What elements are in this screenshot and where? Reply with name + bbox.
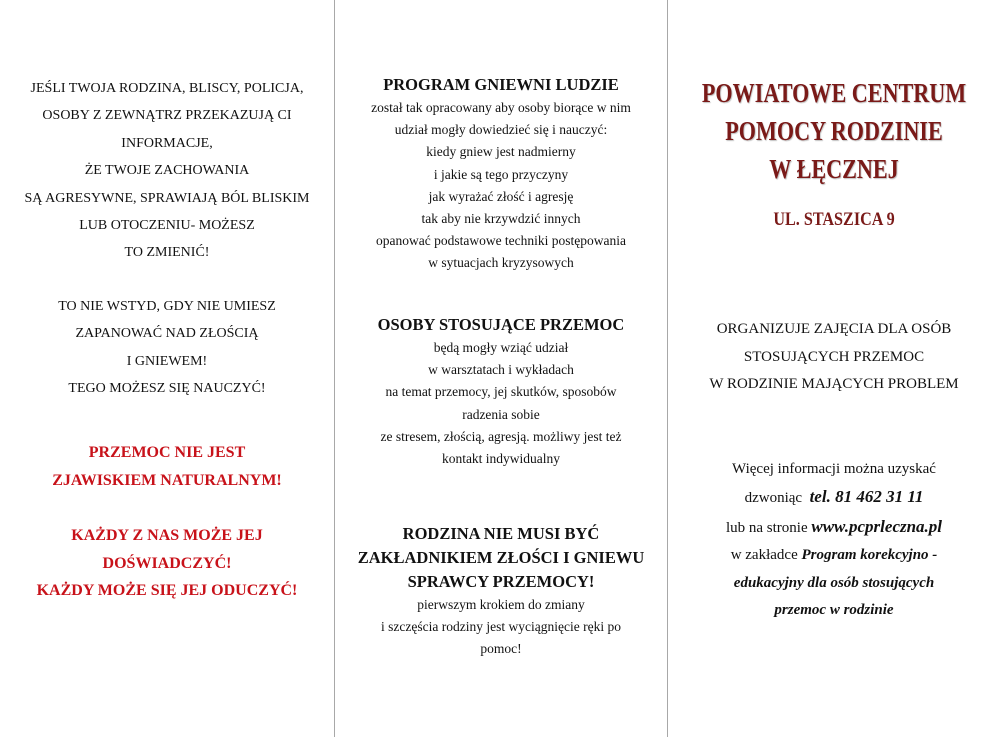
address-line: UL. STASZICA 9 xyxy=(773,209,895,230)
intro-line: SĄ AGRESYWNE, SPRAWIAJĄ BÓL BLISKIM xyxy=(24,190,310,206)
organizes-line: STOSUJĄCYCH PRZEMOC xyxy=(743,348,925,365)
address xyxy=(668,209,1000,231)
section-line: udział mogły dowiedzieć się i nauczyć: xyxy=(394,122,608,138)
section-heading: RODZINA NIE MUSI BYĆ xyxy=(402,524,600,543)
section-osoby-stosujace xyxy=(335,313,667,470)
program-name: edukacyjny dla osób stosujących xyxy=(733,574,935,591)
organizes-line: ORGANIZUJE ZAJĘCIA DLA OSÓB xyxy=(716,321,952,337)
phone-number[interactable]: tel. 81 462 31 11 xyxy=(809,487,924,507)
title-line: POMOCY RODZINIE xyxy=(725,116,943,146)
organization-title xyxy=(668,74,1000,188)
web-prefix: lub na stronie xyxy=(725,519,808,536)
organizes-text xyxy=(668,316,1000,399)
middle-panel xyxy=(335,0,667,737)
section-line: jak wyrażać złość i agresję xyxy=(428,188,574,204)
red-line: KAŻDY MOŻE SIĘ JEJ ODUCZYĆ! xyxy=(36,582,298,600)
program-name: Program korekcyjno - xyxy=(801,547,938,564)
section-heading: SPRAWCY PRZEMOCY! xyxy=(407,572,595,591)
section-heading: OSOBY STOSUJĄCE PRZEMOC xyxy=(377,315,625,334)
section-line: kiedy gniew jest nadmierny xyxy=(426,144,576,160)
phone-prefix: dzwoniąc xyxy=(744,490,803,507)
section-line: pierwszym krokiem do zmiany xyxy=(417,597,585,612)
intro-line: TO ZMIENIĆ! xyxy=(124,245,210,261)
section-rodzina xyxy=(335,522,667,661)
red-line: PRZEMOC NIE JEST xyxy=(88,444,246,461)
shame-text xyxy=(0,293,334,403)
red-line: KAŻDY Z NAS MOŻE JEJ xyxy=(71,527,263,544)
shame-line: ZAPANOWAĆ NAD ZŁOŚCIĄ xyxy=(75,326,259,342)
section-line: i szczęścia rodziny jest wyciągnięcie ręki po xyxy=(381,619,621,635)
contact-info xyxy=(668,456,1000,624)
tab-line xyxy=(668,542,1000,569)
red-statement-1 xyxy=(0,439,334,494)
intro-text xyxy=(0,75,334,267)
section-line: pomoc! xyxy=(480,641,522,657)
organizes-line: W RODZINIE MAJĄCYCH PROBLEM xyxy=(709,376,959,392)
section-line: opanować podstawowe techniki postępowania xyxy=(375,233,627,249)
section-line: radzenia sobie xyxy=(462,406,540,422)
web-line xyxy=(668,513,1000,542)
website-link[interactable]: www.pcprleczna.pl xyxy=(811,516,943,536)
shame-line: TEGO MOŻESZ SIĘ NAUCZYĆ! xyxy=(68,381,266,397)
phone-line xyxy=(668,483,1000,512)
section-heading: ZAKŁADNIKIEM ZŁOŚCI I GNIEWU xyxy=(357,548,645,567)
program-name: przemoc w rodzinie xyxy=(774,602,894,619)
section-gniewni-ludzie xyxy=(335,73,667,275)
intro-line: OSOBY Z ZEWNĄTRZ PRZEKAZUJĄ CI xyxy=(42,108,292,124)
section-line: został tak opracowany aby osoby biorące w nim xyxy=(371,100,631,115)
section-line: będą mogły wziąć udział xyxy=(433,340,569,355)
red-line: ZJAWISKIEM NATURALNYM! xyxy=(52,471,282,489)
section-line: w sytuacjach kryzysowych xyxy=(428,255,574,271)
info-line: Więcej informacji można uzyskać xyxy=(732,461,936,477)
intro-line: ŻE TWOJE ZACHOWANIA xyxy=(84,163,250,179)
red-statement-2 xyxy=(0,522,334,605)
section-line: ze stresem, złością, agresją. możliwy jest też xyxy=(380,428,622,444)
shame-line: I GNIEWEM! xyxy=(126,353,208,369)
intro-line: INFORMACJE, xyxy=(121,135,213,151)
shame-line: TO NIE WSTYD, GDY NIE UMIESZ xyxy=(58,299,276,314)
left-panel xyxy=(0,0,334,737)
intro-line: LUB OTOCZENIU- MOŻESZ xyxy=(79,218,255,234)
section-line: w warsztatach i wykładach xyxy=(428,362,574,378)
section-line: na temat przemocy, jej skutków, sposobów xyxy=(385,384,617,400)
section-line: tak aby nie krzywdzić innych xyxy=(421,211,581,227)
section-line: i jakie są tego przyczyny xyxy=(433,166,569,182)
title-line: W ŁĘCZNEJ xyxy=(769,154,899,184)
right-panel xyxy=(668,0,1000,737)
section-line: kontakt indywidualny xyxy=(441,451,561,467)
section-heading: PROGRAM GNIEWNI LUDZIE xyxy=(383,75,619,94)
title-line: POWIATOWE CENTRUM xyxy=(701,78,967,108)
tab-prefix: w zakładce xyxy=(730,547,798,564)
intro-line: JEŚLI TWOJA RODZINA, BLISCY, POLICJA, xyxy=(30,81,304,96)
red-line: DOŚWIADCZYĆ! xyxy=(102,554,232,572)
